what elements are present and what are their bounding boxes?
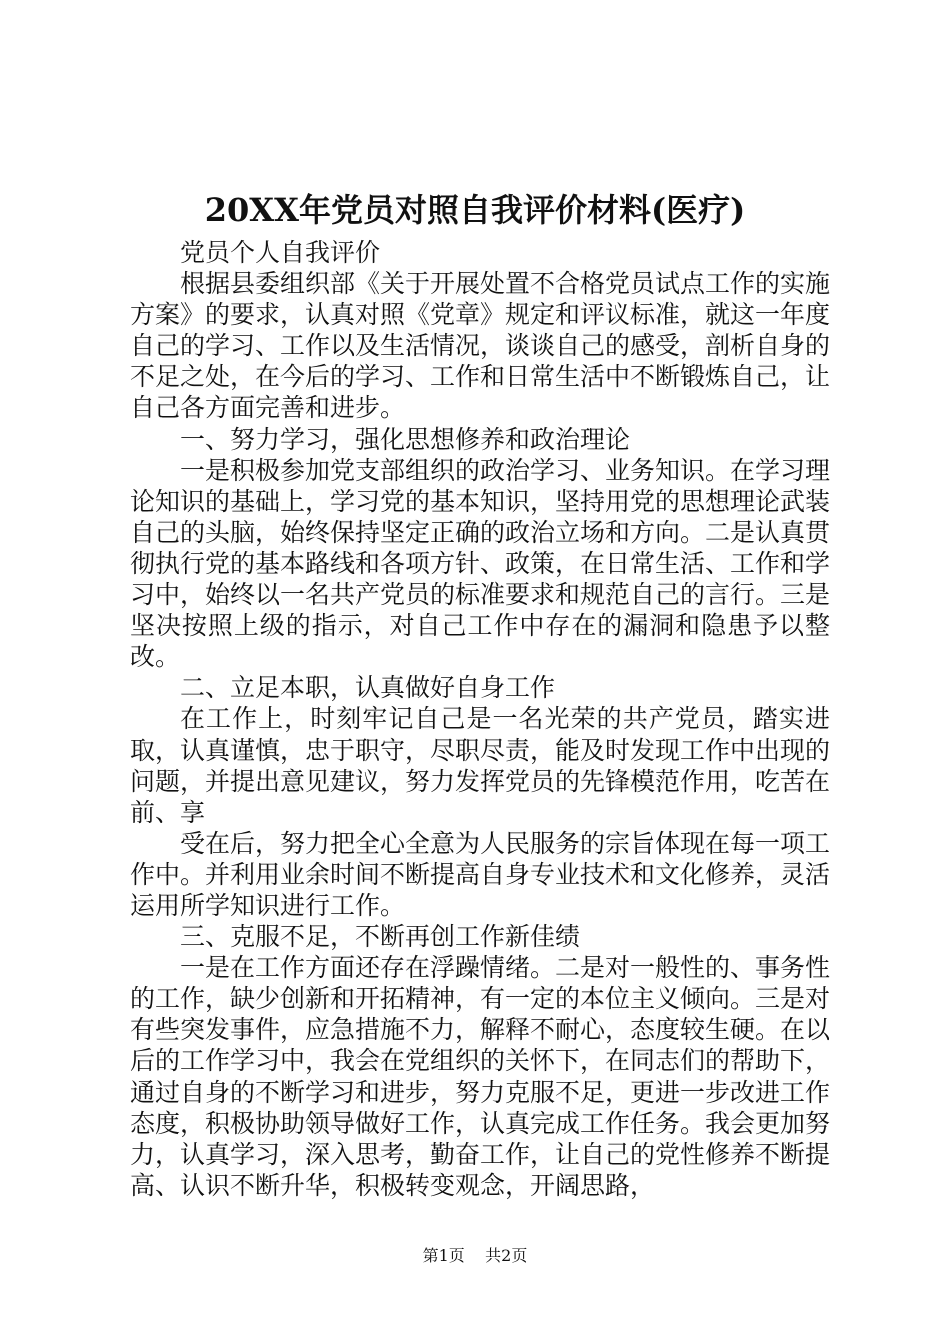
footer-separator: [470, 1246, 480, 1265]
document-title: 20XX年党员对照自我评价材料(医疗): [204, 191, 746, 229]
document-body: [130, 237, 830, 1201]
page-number-total: 共2页: [485, 1246, 528, 1265]
body-paragraph: 根据县委组织部《关于开展处置不合格党员试点工作的实施方案》的要求，认真对照《党章》规定和评议标准，就这一年度自己的学习、工作以及生活情况，谈谈自己的感受，剖析自身的不足之处，在今后的学习、工作和日常生活中不断锻炼自己，让自己各方面完善和进步。: [130, 269, 831, 423]
section-heading: 党员个人自我评价: [180, 238, 381, 267]
body-paragraph: 在工作上，时刻牢记自己是一名光荣的共产党员，踏实进取，认真谨慎，忠于职守，尽职尽责，能及时发现工作中出现的问题，并提出意见建议，努力发挥党员的先锋模范作用，吃苦在前、享: [130, 704, 831, 827]
page-number-current: 第1页: [422, 1246, 465, 1265]
section-heading: 一、努力学习，强化思想修养和政治理论: [180, 424, 631, 454]
section-heading: 三、克服不足，不断再创工作新佳绩: [180, 922, 581, 952]
body-paragraph: 受在后，努力把全心全意为人民服务的宗旨体现在每一项工作中。并利用业余时间不断提高自身专业技术和文化修养，灵活运用所学知识进行工作。: [130, 828, 831, 920]
body-paragraph: 一是在工作方面还存在浮躁情绪。二是对一般性的、事务性的工作，缺少创新和开拓精神，有一定的本位主义倾向。三是对有些突发事件，应急措施不力，解释不耐心，态度较生硬。在以后的工作学习中，我会在党组织的关怀下，在同志们的帮助下，通过自身的不断学习和进步，努力克服不足，更进一步改进工作态度，积极协助领导做好工作，认真完成工作任务。我会更加努力，认真学习，深入思考，勤奋工作，让自己的党性修养不断提高、认识不断升华，积极转变观念，开阔思路，: [130, 953, 831, 1200]
body-paragraph: 一是积极参加党支部组织的政治学习、业务知识。在学习理论知识的基础上，学习党的基本知识，坚持用党的思想理论武装自己的头脑，始终保持坚定正确的政治立场和方向。二是认真贯彻执行党的基本路线和各项方针、政策，在日常生活、工作和学习中，始终以一名共产党员的标准要求和规范自己的言行。三是坚决按照上级的指示，对自己工作中存在的漏洞和隐患予以整改。: [130, 455, 831, 672]
section-heading: 二、立足本职，认真做好自身工作: [180, 673, 556, 703]
page-footer: [0, 1244, 950, 1268]
